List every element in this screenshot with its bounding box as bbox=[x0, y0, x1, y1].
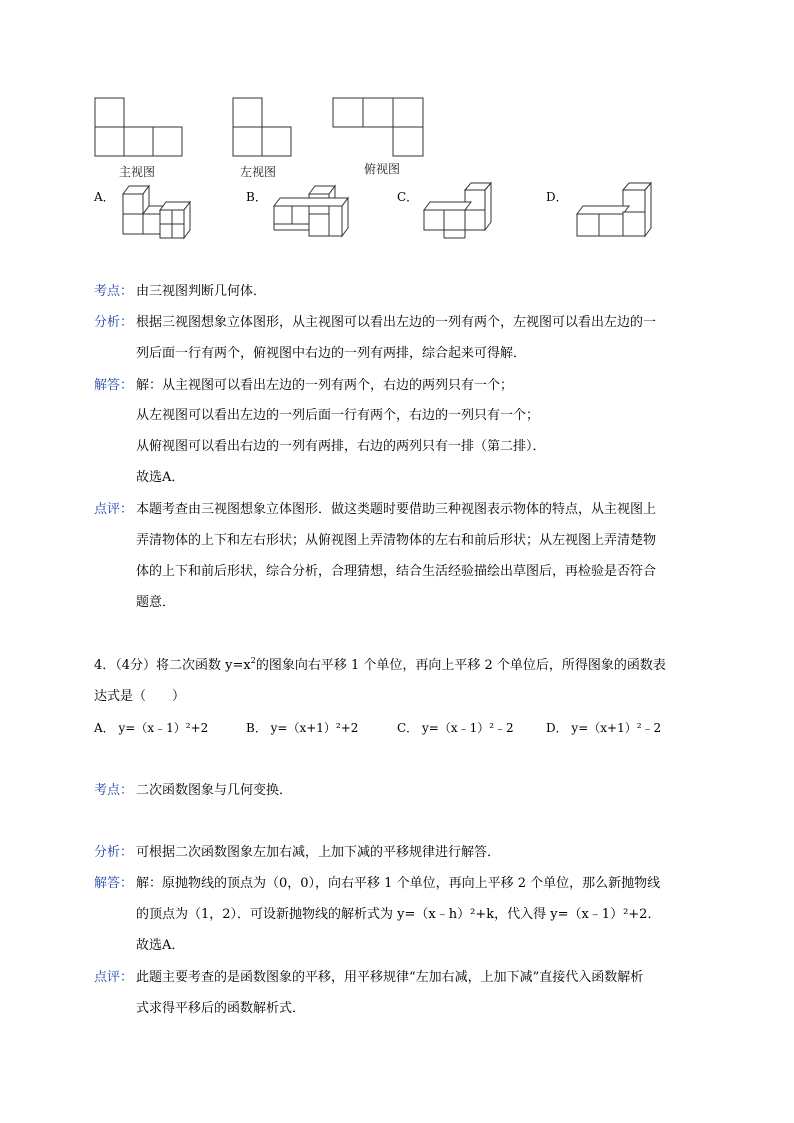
top-view-figure bbox=[332, 97, 424, 159]
q4-stem-superscript: 2 bbox=[250, 656, 256, 665]
q3-fenxi-line-2: 列后面一行有两个，俯视图中右边的一列有两排，综合起来可得解． bbox=[136, 346, 527, 361]
q4-jieda-label: 解答： bbox=[94, 876, 134, 891]
q4-fenxi-text: 可根据二次函数图象左加右减，上加下减的平移规律进行解答． bbox=[136, 845, 501, 860]
option-b-label: B． bbox=[246, 190, 267, 204]
q3-jieda-line-1: 解：从主视图可以看出左边的一列有两个，右边的两列只有一个； bbox=[136, 378, 514, 393]
q3-kaodian-label: 考点： bbox=[94, 284, 134, 299]
left-view-caption: 左视图 bbox=[240, 165, 277, 179]
q4-dianping-line-2: 式求得平移后的函数解析式． bbox=[136, 1001, 306, 1016]
q4-stem-line-1 bbox=[94, 656, 666, 677]
q3-dianping-line-3: 体的上下和前后形状，综合分析，合理猜想，结合生活经验描绘出草图后，再检验是否符合 bbox=[136, 564, 657, 579]
q3-jieda-label: 解答： bbox=[94, 378, 134, 393]
q4-stem-line-2: 达式是（ ） bbox=[94, 689, 186, 704]
option-d-label: D． bbox=[546, 190, 568, 204]
q3-jieda-line-4: 故选A． bbox=[136, 470, 185, 485]
option-a-label: A． bbox=[94, 190, 115, 204]
q4-jieda-line-2: 的顶点为（1，2）．可设新抛物线的解析式为 y=（x﹣h）²+k，代入得 y=（x﹣1）²+2． bbox=[136, 907, 661, 922]
option-a-solid bbox=[118, 182, 198, 242]
q4-option-d: D． y=（x+1）²﹣2 bbox=[546, 721, 662, 735]
option-b-solid bbox=[270, 182, 350, 242]
q3-dianping-line-2: 弄清物体的上下和左右形状；从俯视图上弄清物体的左右和前后形状；从左视图上弄清楚物 bbox=[136, 533, 657, 548]
q4-dianping-label: 点评： bbox=[94, 970, 134, 985]
q3-fenxi-line-1: 根据三视图想象立体图形，从主视图可以看出左边的一列有两个，左视图可以看出左边的一 bbox=[136, 315, 657, 330]
option-d-solid bbox=[573, 180, 657, 242]
q4-dianping-line-1: 此题主要考查的是函数图象的平移，用平移规律“左加右减，上加下减”直接代入函数解析 bbox=[136, 970, 644, 985]
q4-stem-part-a: 4．（4分）将二次函数 y=x bbox=[94, 658, 251, 673]
left-view-figure bbox=[232, 97, 294, 159]
q4-option-c: C． y=（x﹣1）²﹣2 bbox=[397, 721, 514, 735]
front-view-caption: 主视图 bbox=[119, 165, 156, 179]
q4-kaodian-text: 二次函数图象与几何变换． bbox=[136, 783, 293, 798]
front-view-figure bbox=[94, 97, 186, 159]
q4-jieda-line-1: 解：原抛物线的顶点为（0，0），向右平移 1 个单位，再向上平移 2 个单位，那么新抛物线 bbox=[136, 876, 661, 891]
q3-dianping-line-4: 题意． bbox=[136, 595, 176, 610]
q3-dianping-line-1: 本题考查由三视图想象立体图形．做这类题时要借助三种视图表示物体的特点，从主视图上 bbox=[136, 502, 657, 517]
top-view-caption: 俯视图 bbox=[364, 162, 401, 176]
q3-kaodian-text: 由三视图判断几何体． bbox=[136, 284, 267, 299]
q3-dianping-label: 点评： bbox=[94, 502, 134, 517]
q3-fenxi-label: 分析： bbox=[94, 315, 134, 330]
q4-option-b: B． y=（x+1）²+2 bbox=[246, 721, 359, 735]
q3-jieda-line-3: 从俯视图可以看出右边的一列有两排，右边的两列只有一排（第二排）． bbox=[136, 439, 546, 454]
q4-fenxi-label: 分析： bbox=[94, 845, 134, 860]
q4-option-a: A． y=（x﹣1）²+2 bbox=[94, 721, 209, 735]
q3-jieda-line-2: 从左视图可以看出左边的一列后面一行有两个，右边的一列只有一个； bbox=[136, 408, 540, 423]
q4-jieda-line-3: 故选A． bbox=[136, 938, 185, 953]
option-c-label: C． bbox=[397, 190, 419, 204]
q4-stem-part-b: 的图象向右平移 1 个单位，再向上平移 2 个单位后，所得图象的函数表 bbox=[255, 658, 666, 673]
option-c-solid bbox=[420, 182, 500, 242]
q4-kaodian-label: 考点： bbox=[94, 783, 134, 798]
